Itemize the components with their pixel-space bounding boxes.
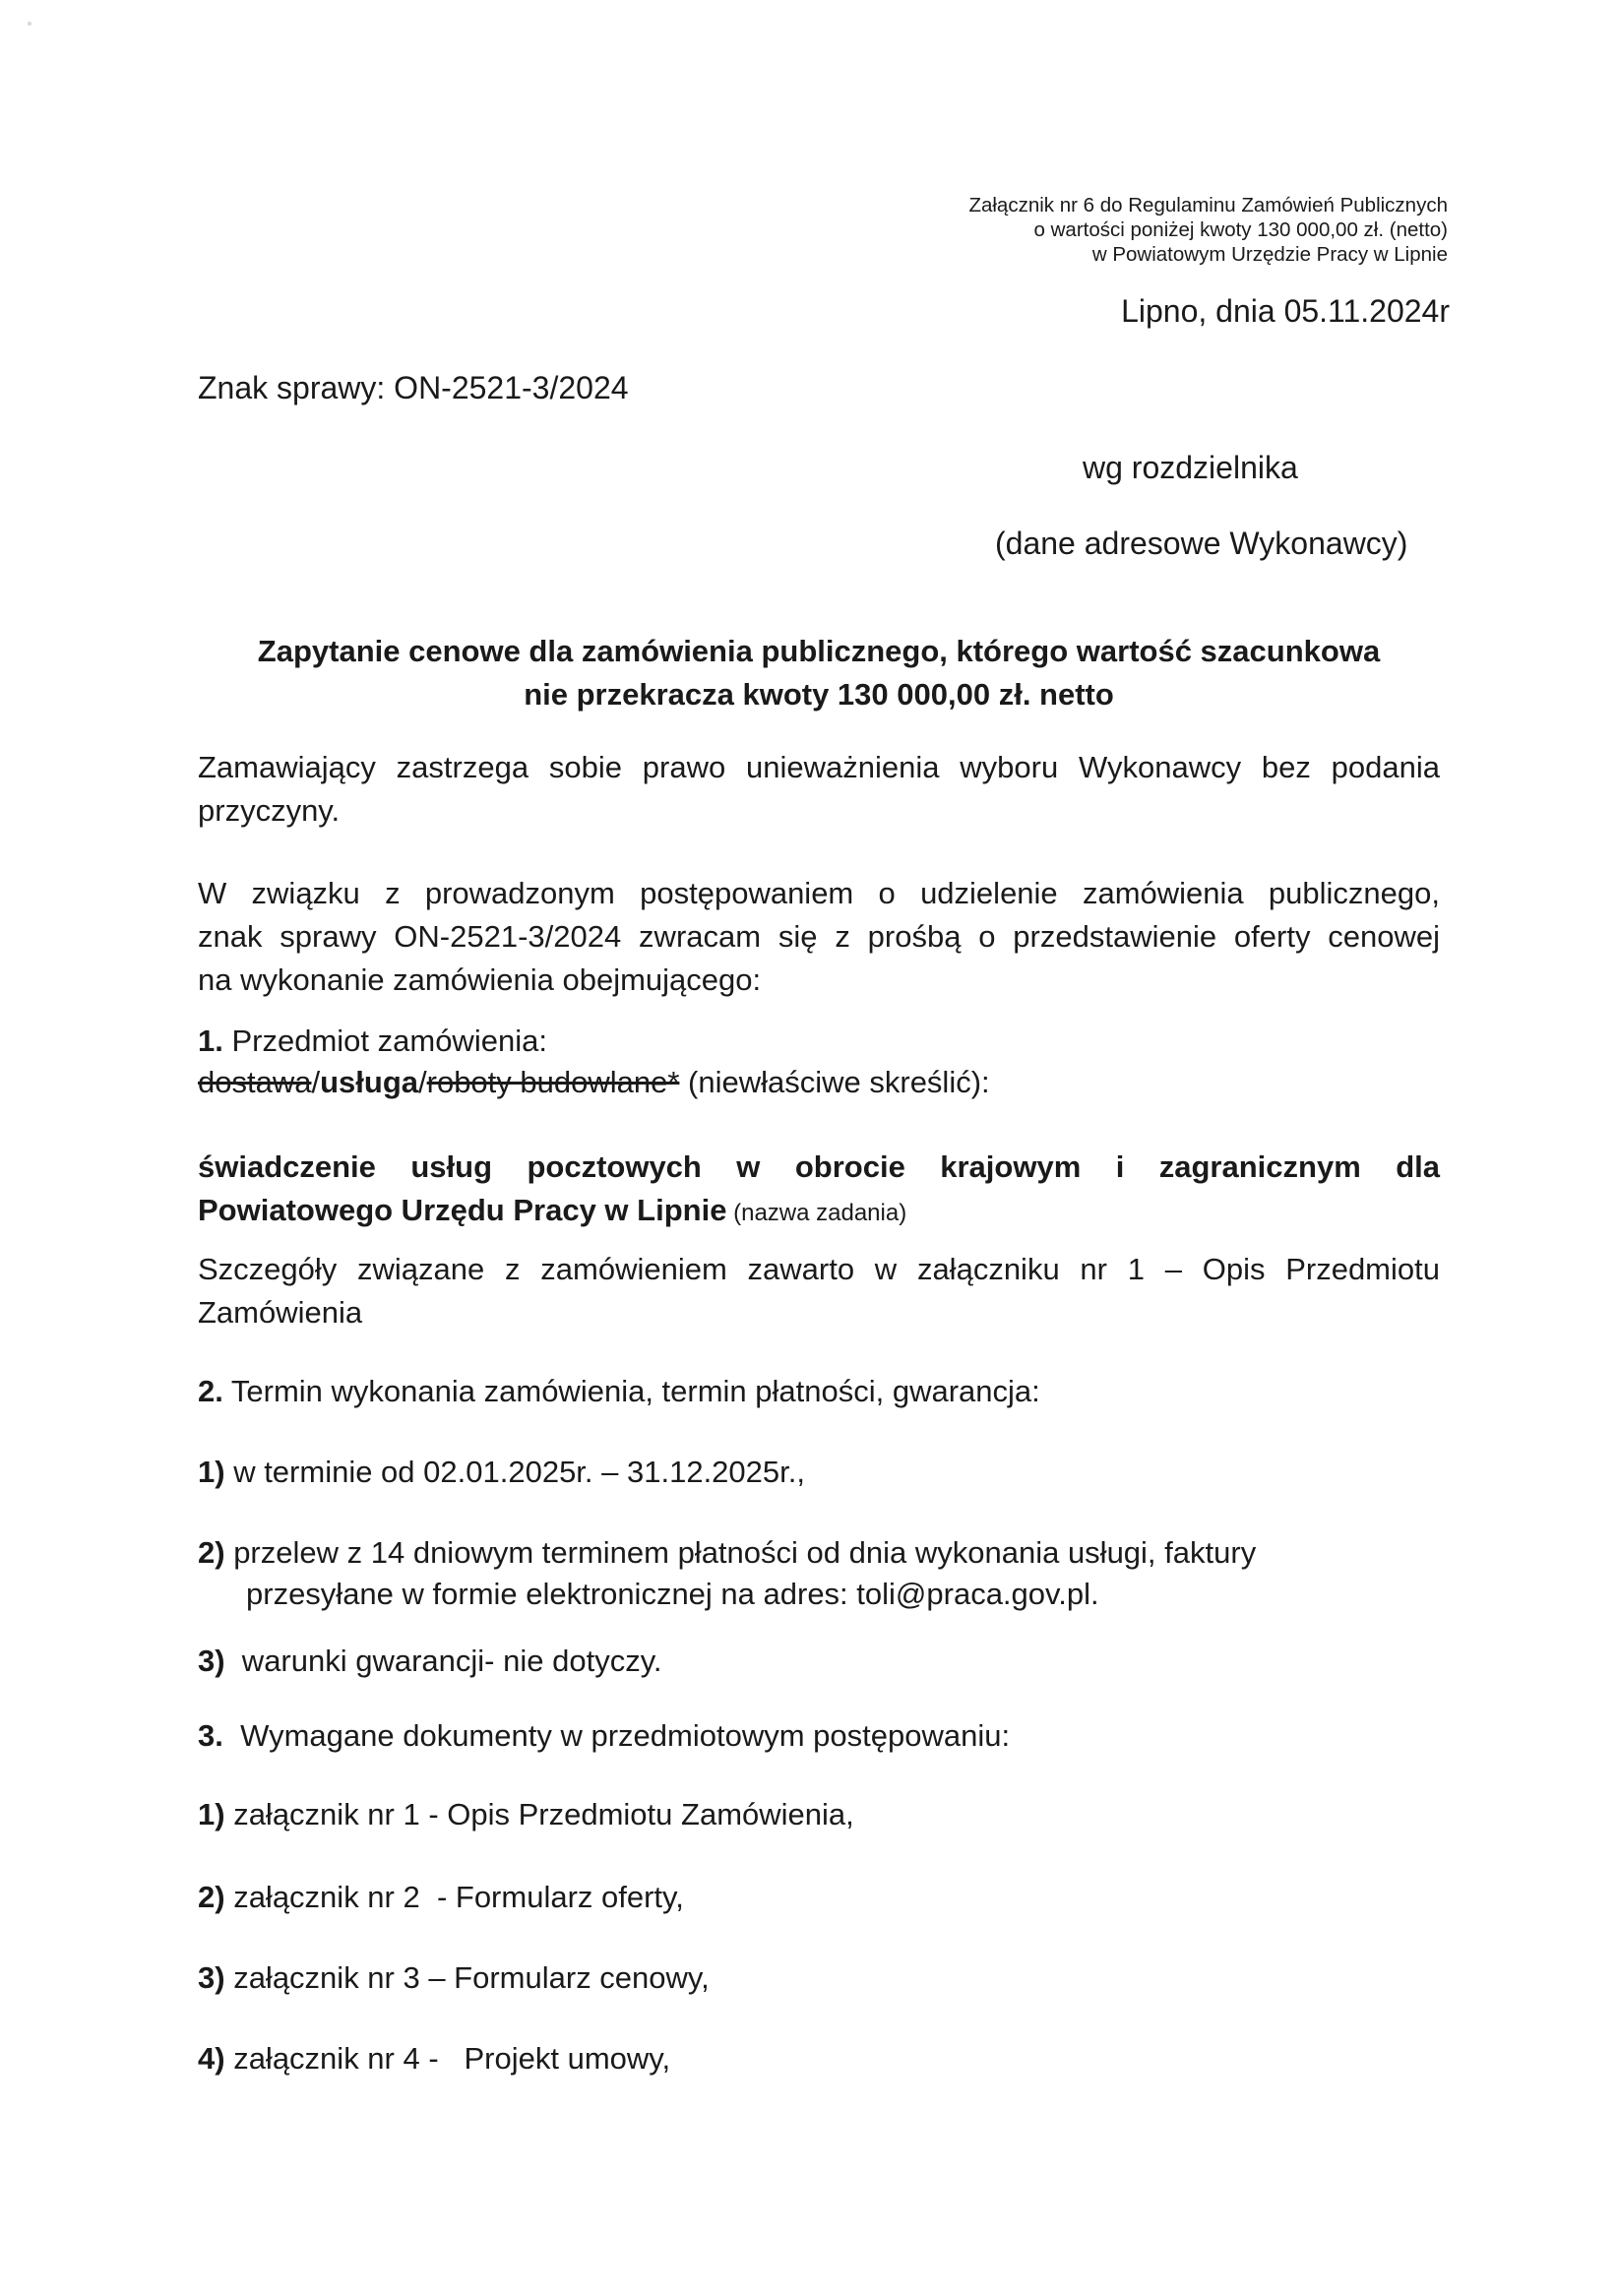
- task-name-suffix: (nazwa zadania): [726, 1200, 907, 1226]
- option-separator: /: [418, 1065, 427, 1099]
- item-text: warunki gwarancji- nie dotyczy.: [224, 1644, 662, 1678]
- recipient-line1: wg rozdzielnika: [1083, 450, 1298, 485]
- section2-item-1: [198, 1455, 805, 1490]
- section2-heading-text: Termin wykonania zamówienia, termin płatności, gwarancja:: [222, 1374, 1040, 1408]
- section3-item-3: [198, 1960, 710, 1996]
- intro-line1: W związku z prowadzonym postępowaniem o udzielenie zamówienia publicznego,: [198, 876, 1440, 910]
- procurement-type-line: [198, 1065, 990, 1100]
- intro-line2: znak sprawy ON-2521-3/2024 zwracam się z prośbą o przedstawienie oferty cenowej: [198, 919, 1440, 954]
- option-note: (niewłaściwe skreślić):: [679, 1065, 990, 1099]
- item-number: 4): [198, 2041, 225, 2076]
- intro-line3: na wykonanie zamówienia obejmującego:: [198, 962, 762, 997]
- document-date: Lipno, dnia 05.11.2024r: [1121, 293, 1450, 329]
- attachment-header-line1: Załącznik nr 6 do Regulaminu Zamówień Publicznych: [968, 194, 1448, 217]
- section3-item-4: [198, 2041, 670, 2077]
- section3-number: 3.: [198, 1718, 223, 1753]
- section2-heading: [198, 1374, 1040, 1409]
- section3-heading-text: Wymagane dokumenty w przedmiotowym postępowaniu:: [222, 1718, 1011, 1753]
- details-paragraph: [198, 1248, 1440, 1334]
- section1-number: 1.: [198, 1024, 223, 1058]
- item-number: 2): [198, 1880, 225, 1914]
- scan-speck: [28, 22, 31, 26]
- section3-item-2: [198, 1880, 684, 1915]
- attachment-header-line2: o wartości poniżej kwoty 130 000,00 zł. (netto): [1033, 218, 1448, 241]
- task-name-line1: świadczenie usług pocztowych w obrocie krajowym i zagranicznym dla: [198, 1149, 1440, 1184]
- task-name: [198, 1146, 1440, 1235]
- item-text: załącznik nr 1 - Opis Przedmiotu Zamówienia,: [224, 1797, 854, 1831]
- reservation-line1: Zamawiający zastrzega sobie prawo unieważnienia wyboru Wykonawcy bez podania: [198, 750, 1440, 784]
- item-number: 1): [198, 1797, 225, 1831]
- option-delivery-struck: dostawa: [198, 1065, 312, 1099]
- reservation-paragraph: [198, 746, 1440, 833]
- document-title-line1: Zapytanie cenowe dla zamówienia publicznego, którego wartość szacunkowa: [257, 634, 1381, 668]
- section2-number: 2.: [198, 1374, 223, 1408]
- option-service-selected: usługa: [320, 1065, 418, 1099]
- section3-heading: [198, 1718, 1010, 1754]
- case-number: Znak sprawy: ON-2521-3/2024: [198, 370, 629, 405]
- item-text: załącznik nr 2 - Formularz oferty,: [224, 1880, 684, 1914]
- item-text: załącznik nr 3 – Formularz cenowy,: [224, 1960, 710, 1995]
- item-text: w terminie od 02.01.2025r. – 31.12.2025r.,: [224, 1455, 805, 1489]
- option-construction-struck: roboty budowlane*: [426, 1065, 680, 1099]
- section2-item-2-continuation: przesyłane w formie elektronicznej na adres: toli@praca.gov.pl.: [246, 1577, 1099, 1611]
- attachment-header-line3: w Powiatowym Urzędzie Pracy w Lipnie: [1091, 243, 1448, 266]
- section1-heading: [198, 1024, 547, 1059]
- item-number: 2): [198, 1535, 225, 1570]
- item-text: załącznik nr 4 - Projekt umowy,: [224, 2041, 671, 2076]
- reservation-line2: przyczyny.: [198, 793, 341, 828]
- attachment-header: [968, 193, 1448, 267]
- document-title: [198, 630, 1440, 716]
- section3-item-1: [198, 1797, 854, 1832]
- recipient-line2: (dane adresowe Wykonawcy): [995, 526, 1408, 561]
- document-title-line2: nie przekracza kwoty 130 000,00 zł. netto: [524, 677, 1114, 712]
- section2-item-3: [198, 1644, 662, 1679]
- task-name-line2: Powiatowego Urzędu Pracy w Lipnie: [198, 1193, 727, 1227]
- option-separator: /: [311, 1065, 321, 1099]
- item-text: przelew z 14 dniowym terminem płatności od dnia wykonania usługi, faktury: [224, 1535, 1257, 1570]
- item-number: 3): [198, 1960, 225, 1995]
- section2-item-2: [198, 1535, 1256, 1571]
- item-number: 1): [198, 1455, 225, 1489]
- section1-heading-text: Przedmiot zamówienia:: [222, 1024, 547, 1058]
- intro-paragraph: [198, 872, 1440, 1002]
- item-number: 3): [198, 1644, 225, 1678]
- details-line1: Szczegóły związane z zamówieniem zawarto w załączniku nr 1 – Opis Przedmiotu: [198, 1252, 1440, 1286]
- details-line2: Zamówienia: [198, 1295, 363, 1330]
